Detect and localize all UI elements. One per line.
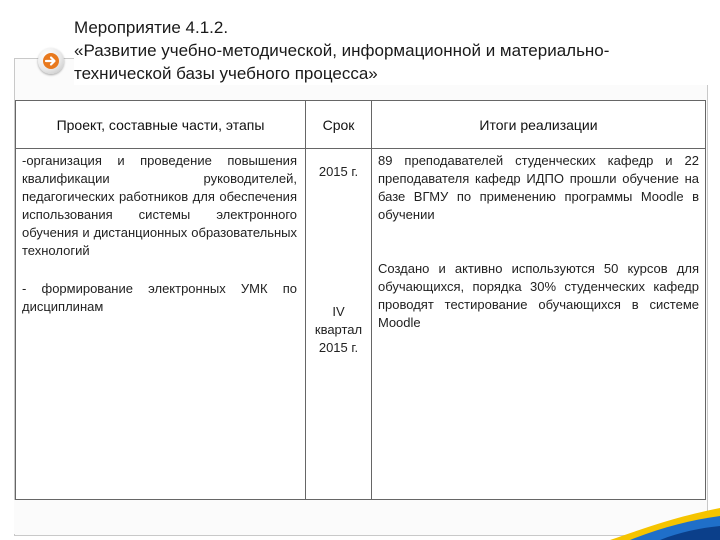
table-row: [16, 149, 706, 500]
result-item: 89 преподавателей студенческих кафедр и 22 преподавателя кафедр ИДПО прошли обучение на базе ВГМУ по применению программы Moodle в обучении: [378, 153, 699, 222]
stage-item: -организация и проведение повышения квалификации руководителей, педагогических работников для обеспечения использования системы электронного обучения и дистанционных образовательных технологий: [22, 153, 297, 258]
terms-cell: [306, 149, 372, 500]
term-item: 2015 г.: [318, 164, 359, 179]
term-item: IV квартал 2015 г.: [314, 304, 363, 355]
wave-decoration: [600, 490, 720, 540]
implementation-table: [15, 100, 706, 500]
header-stages: Проект, составные части, этапы: [16, 101, 306, 149]
results-cell: [372, 149, 706, 500]
result-item: Создано и активно используются 50 курсов для обучающихся, порядка 30% студенческих кафедр проводят тестирование обучающихся в системе Moodle: [378, 261, 699, 330]
header-term: Срок: [306, 101, 372, 149]
stages-cell: [16, 149, 306, 500]
slide-title: [74, 16, 710, 85]
stage-item: - формирование электронных УМК по дисциплинам: [22, 281, 297, 314]
title-line-2: «Развитие учебно-методической, информационной и материально-: [74, 41, 610, 60]
arrow-right-circle-icon: [38, 48, 64, 74]
table-header-row: [16, 101, 706, 149]
title-line-3: технической базы учебного процесса»: [74, 64, 378, 83]
header-results: Итоги реализации: [372, 101, 706, 149]
title-line-1: Мероприятие 4.1.2.: [74, 18, 229, 37]
